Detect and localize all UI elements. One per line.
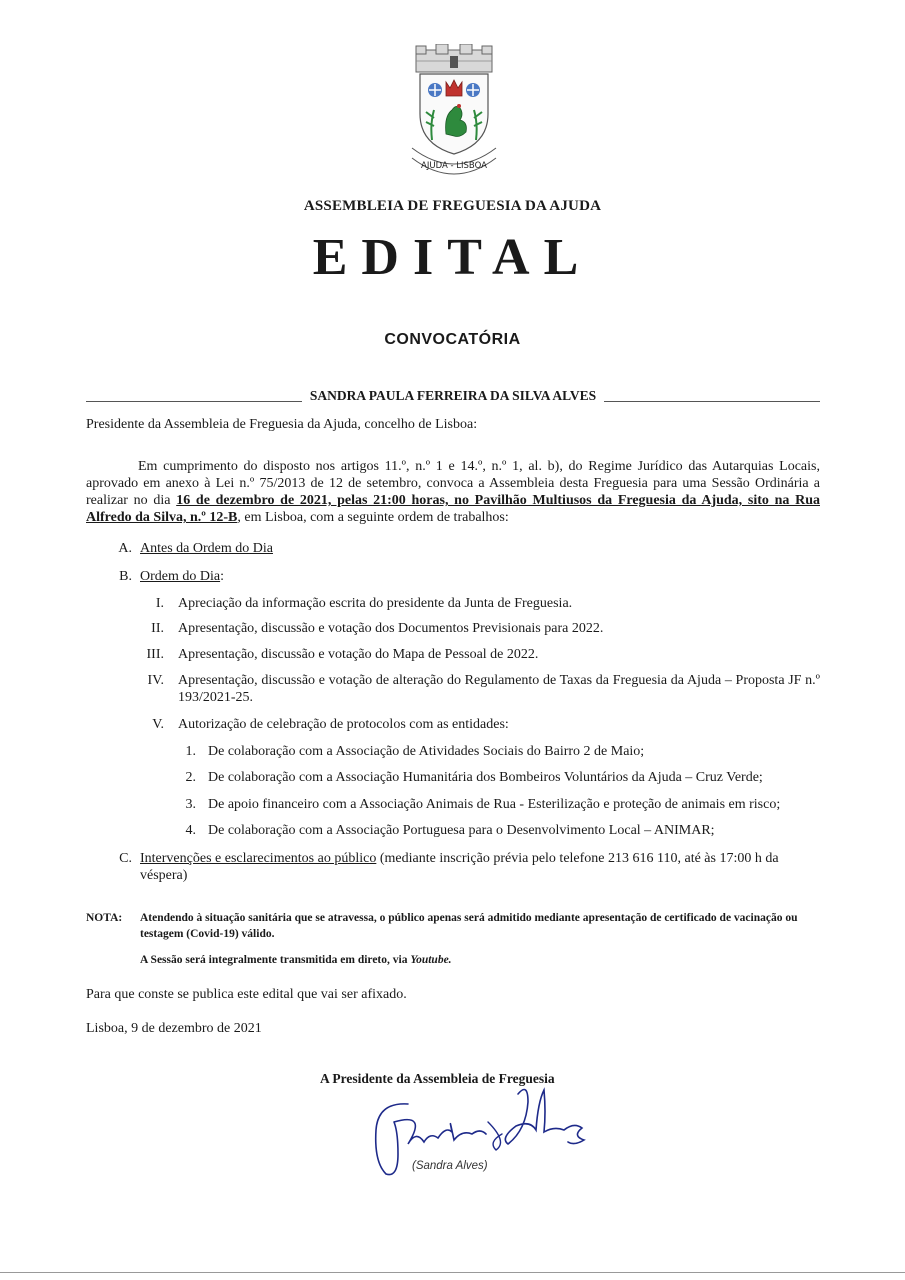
agenda-num: C.	[119, 851, 132, 866]
agenda-num: B.	[119, 569, 132, 584]
organization-heading: ASSEMBLEIA DE FREGUESIA DA AJUDA	[303, 198, 602, 214]
protocol-text: De colaboração com a Associação de Atividades Sociais do Bairro 2 de Maio;	[208, 744, 645, 759]
document-date: Lisboa, 9 de dezembro de 2021	[86, 1021, 262, 1036]
note-text-2	[140, 952, 820, 968]
agenda-text: Apresentação, discussão e votação dos Documentos Previsionais para 2022.	[178, 621, 604, 636]
agenda-label: Antes da Ordem do Dia	[140, 541, 273, 556]
protocol-num: 2.	[185, 770, 196, 785]
protocol-num: 3.	[185, 797, 196, 812]
agenda-num: A.	[118, 541, 132, 556]
agenda-item-c	[112, 850, 820, 884]
agenda-text: Apresentação, discussão e votação do Mapa de Pessoal de 2022.	[178, 647, 539, 662]
agenda-item-b-2	[130, 620, 820, 637]
bottom-divider	[0, 1272, 905, 1273]
agenda-num: I.	[155, 596, 164, 611]
agenda-num: III.	[146, 647, 164, 662]
protocol-num: 1.	[185, 744, 196, 759]
convener-name: SANDRA PAULA FERREIRA DA SILVA ALVES	[309, 388, 597, 403]
agenda-item-b-5	[130, 716, 820, 733]
agenda-text: Apreciação da informação escrita do presidente da Junta de Freguesia.	[178, 596, 573, 611]
agenda-suffix: :	[220, 569, 224, 584]
protocol-text: De colaboração com a Associação Portuguesa para o Desenvolvimento Local – ANIMAR;	[208, 823, 715, 838]
signature-title: A Presidente da Assembleia de Freguesia	[320, 1071, 555, 1086]
convener-line	[86, 388, 820, 404]
agenda-text: Autorização de celebração de protocolos com as entidades:	[178, 717, 509, 732]
intro-text-2: , em Lisboa, com a seguinte ordem de trabalhos:	[237, 510, 509, 525]
agenda-num: IV.	[147, 673, 164, 688]
coat-of-arms-logo	[402, 44, 506, 180]
note-youtube: Youtube.	[410, 954, 452, 966]
protocol-text: De apoio financeiro com a Associação Animais de Rua - Esterilização e proteção de animais em risco;	[208, 797, 781, 812]
signatory-name: (Sandra Alves)	[412, 1160, 488, 1172]
document-subtitle: CONVOCATÓRIA	[384, 331, 521, 348]
note-block	[86, 910, 820, 968]
crest-motto: AJUDA - LISBOA	[421, 161, 487, 171]
protocol-item-2	[172, 769, 763, 786]
agenda-item-b-4	[130, 672, 820, 706]
protocol-item-4	[172, 822, 715, 839]
note-text: Atendendo à situação sanitária que se atravessa, o público apenas será admitido mediante apresentação de certificado de vacinação ou testagem (Covid-19) válido.	[140, 912, 798, 940]
convener-role: Presidente da Assembleia de Freguesia da Ajuda, concelho de Lisboa:	[86, 417, 478, 432]
agenda-label: Ordem do Dia	[140, 569, 221, 584]
document-title: EDITAL	[312, 229, 593, 286]
agenda-suffix: (mediante inscrição prévia pelo telefone 213 616 110, até às 17:00 h da véspera)	[140, 851, 779, 883]
agenda-label: Intervenções e esclarecimentos ao público	[140, 851, 377, 866]
protocol-num: 4.	[185, 823, 196, 838]
intro-paragraph	[86, 458, 820, 526]
agenda-item-b	[112, 568, 224, 585]
protocol-item-1	[172, 743, 644, 760]
protocol-text: De colaboração com a Associação Humanitária dos Bombeiros Voluntários da Ajuda – Cruz Verde;	[208, 770, 763, 785]
agenda-num: II.	[151, 621, 164, 636]
agenda-item-b-1	[130, 595, 820, 612]
agenda-item-a	[112, 540, 273, 557]
protocol-item-3	[172, 796, 780, 813]
session-details: 16 de dezembro de 2021, pelas 21:00 horas, no Pavilhão Multiusos da Freguesia da Ajuda, sito na Rua Alfredo da Silva, n.º 12-B	[86, 493, 820, 525]
intro-text-1: Em cumprimento do disposto nos artigos 11.º, n.º 1 e 14.º, n.º 1, al. b), do Regime Jurídico das Autarquias Locais, aprovado em anexo à Lei n.º 75/2013 de 12 de setembro, convoca a Assembleia desta Freguesia para uma Sessão Ordinária a realizar no dia	[86, 459, 820, 508]
closing-text: Para que conste se publica este edital que vai ser afixado.	[86, 987, 407, 1002]
agenda-item-b-3	[130, 646, 820, 663]
right-rule	[604, 391, 820, 402]
agenda-num: V.	[152, 717, 164, 732]
agenda-text: Apresentação, discussão e votação de alteração do Regulamento de Taxas da Freguesia da Ajuda – Proposta JF n.º 193/2021-25.	[178, 673, 820, 705]
left-rule	[86, 391, 302, 402]
note-text-2a: A Sessão será integralmente transmitida em direto, via	[140, 954, 411, 966]
note-label: NOTA:	[86, 912, 123, 924]
